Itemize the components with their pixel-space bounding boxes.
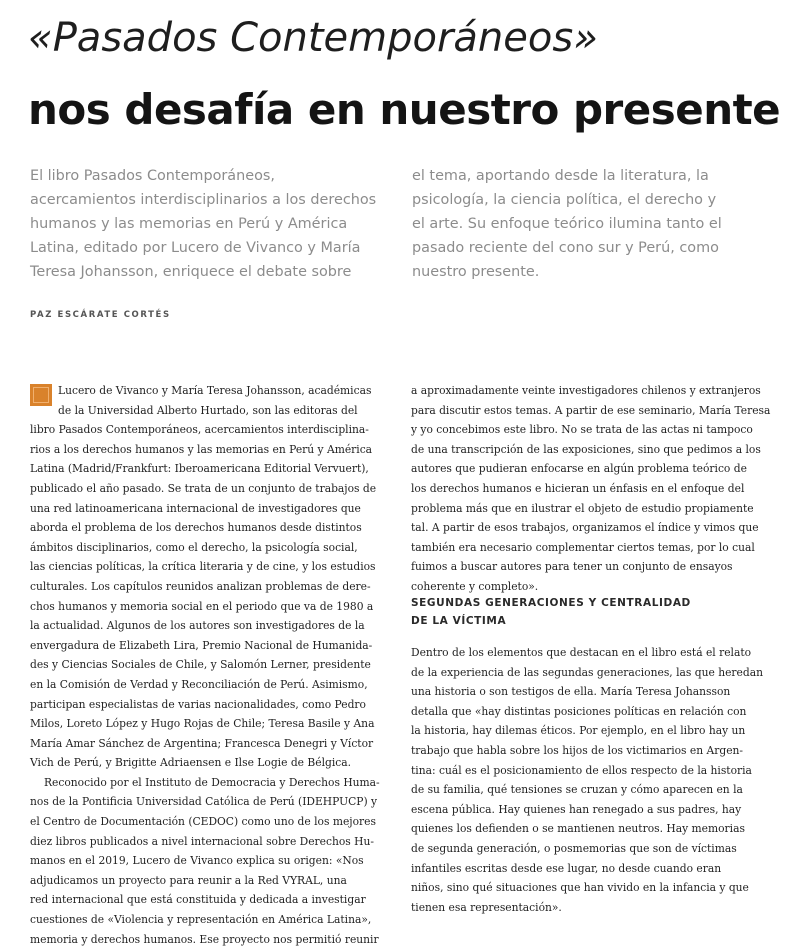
body-left-column [30,381,385,949]
lead-line: nuestro presente. [412,264,540,280]
body-line: de la Universidad Alberto Hurtado, son las editoras del [58,403,358,417]
body-line: de una transcripción de las exposiciones, sino que pedimos a los [411,442,761,456]
body-line: cuestiones de «Violencia y representación en América Latina», [30,913,372,927]
body-line: culturales. Los capítulos reunidos analizan problemas de dere- [30,579,371,593]
body-line: chos humanos y memoria social en el periodo que va de 1980 a [30,599,374,613]
body-line: una historia o son testigos de ella. María Teresa Johansson [411,685,731,699]
body-line: Latina (Madrid/Frankfurt: Iberoamericana Editorial Vervuert), [30,462,369,476]
lead-left-column [30,164,390,284]
body-line: nos de la Pontificia Universidad Católica de Perú (IDEHPUCP) y [30,795,378,809]
body-line: des y Ciencias Sociales de Chile, y Salomón Lerner, presidente [30,658,371,672]
body-line: trabajo que habla sobre los hijos de los victimarios en Argen- [411,743,744,757]
section-subheading [411,594,771,630]
body-line: para discutir estos temas. A partir de ese seminario, María Teresa [411,403,771,417]
body-line: envergadura de Elizabeth Lira, Premio Nacional de Humanida- [30,638,373,652]
lead-right-column [412,164,782,284]
lead-line: El libro Pasados Contemporáneos, [30,168,275,184]
body-line: a aproximadamente veinte investigadores chilenos y extranjeros [411,384,761,397]
body-line: Lucero de Vivanco y María Teresa Johansson, académicas [58,384,372,397]
body-line: en la Comisión de Verdad y Reconciliación de Perú. Asimismo, [30,677,368,691]
body-line: aborda el problema de los derechos humanos desde distintos [30,521,362,535]
body-right-column-bottom [411,643,776,917]
body-line: memoria y derechos humanos. Ese proyecto nos permitió reunir [30,932,379,946]
headline-line-2: nos desafía en nuestro presente [28,85,781,134]
body-line: Milos, Loreto López y Hugo Rojas de Chile; Teresa Basile y Ana [30,717,375,731]
body-line: red internacional que está constituida y dedicada a investigar [30,893,366,907]
body-line: de su familia, qué tensiones se cruzan y cómo aparecen en la [411,783,743,797]
body-line: infantiles escritas desde ese lugar, no desde cuando eran [411,861,722,875]
body-line: la historia, hay dilemas éticos. Por ejemplo, en el libro hay un [411,724,746,738]
body-line: autores que pudieran enfocarse en algún problema teórico de [411,462,747,476]
body-line: la actualidad. Algunos de los autores son investigadores de la [30,619,365,633]
body-line: manos en el 2019, Lucero de Vivanco explica su origen: «Nos [30,854,364,868]
body-line: una red latinoamericana internacional de investigadores que [30,501,361,515]
body-line: publicado el año pasado. Se trata de un conjunto de trabajos de [30,481,377,495]
body-line: detalla que «hay distintas posiciones políticas en relación con [411,704,747,718]
lead-line: Latina, editado por Lucero de Vivanco y María [30,240,361,256]
body-line: diez libros publicados a nivel internacional sobre Derechos Hu- [30,834,374,848]
body-line: libro Pasados Contemporáneos, acercamientos interdisciplina- [30,423,369,437]
body-line: tina: cuál es el posicionamiento de ellos respecto de la historia [411,763,752,777]
headline-line-1: «Pasados Contemporáneos» [28,15,598,61]
body-line: Dentro de los elementos que destacan en el libro está el relato [411,646,752,659]
body-line: el Centro de Documentación (CEDOC) como uno de los mejores [30,815,376,829]
body-line: niños, sino qué situaciones que han vivido en la infancia y que [411,881,749,895]
body-line: las ciencias políticas, la crítica literaria y de cine, y los estudios [30,560,376,574]
body-line: adjudicamos un proyecto para reunir a la Red VYRAL, una [30,873,347,887]
lead-line: el tema, aportando desde la literatura, la [412,168,709,184]
byline: PAZ ESCÁRATE CORTÉS [30,310,171,320]
body-line: escena pública. Hay quienes han renegado a sus padres, hay [411,802,742,816]
body-line: Vich de Perú, y Brigitte Adriaensen e Ilse Logie de Bélgica. [30,756,351,770]
body-line: tienen esa representación». [411,900,562,914]
body-line: de segunda generación, o posmemorias que son de víctimas [411,841,737,855]
lead-line: humanos y las memorias en Perú y América [30,216,348,232]
body-right-column-top [411,381,776,597]
body-line: coherente y completo». [411,579,539,593]
body-line: problema más que en ilustrar el objeto de estudio propiamente [411,501,754,515]
lead-line: el arte. Su enfoque teórico ilumina tanto el [412,216,722,232]
lead-line: psicología, la ciencia política, el derecho y [412,192,717,208]
body-line: fuimos a buscar autores para tener un conjunto de ensayos [411,560,733,574]
subheading-line: DE LA VÍCTIMA [411,615,507,627]
body-line: tal. A partir de esos trabajos, organizamos el índice y vimos que [411,521,759,535]
body-line: también era necesario complementar ciertos temas, por lo cual [411,540,755,554]
body-line: de la experiencia de las segundas generaciones, las que heredan [411,665,763,679]
lead-line: Teresa Johansson, enriquece el debate sobre [30,264,352,280]
lead-line: acercamientos interdisciplinarios a los derechos [30,192,377,208]
body-line: quienes los defienden o se mantienen neutros. Hay memorias [411,822,745,836]
body-line: Reconocido por el Instituto de Democracia y Derechos Huma- [44,775,380,789]
body-line: participan especialistas de varias nacionalidades, como Pedro [30,697,366,711]
body-line: y yo concebimos este libro. No se trata de las actas ni tampoco [411,423,753,437]
subheading-line: SEGUNDAS GENERACIONES Y CENTRALIDAD [411,597,691,609]
body-line: ámbitos disciplinarios, como el derecho, la psicología social, [30,540,358,554]
body-line: los derechos humanos e hicieran un énfasis en el enfoque del [411,481,745,495]
body-line: María Amar Sánchez de Argentina; Francesca Denegri y Víctor [30,736,374,750]
lead-line: pasado reciente del cono sur y Perú, como [412,240,719,256]
body-line: rios a los derechos humanos y las memorias en Perú y América [30,442,373,456]
